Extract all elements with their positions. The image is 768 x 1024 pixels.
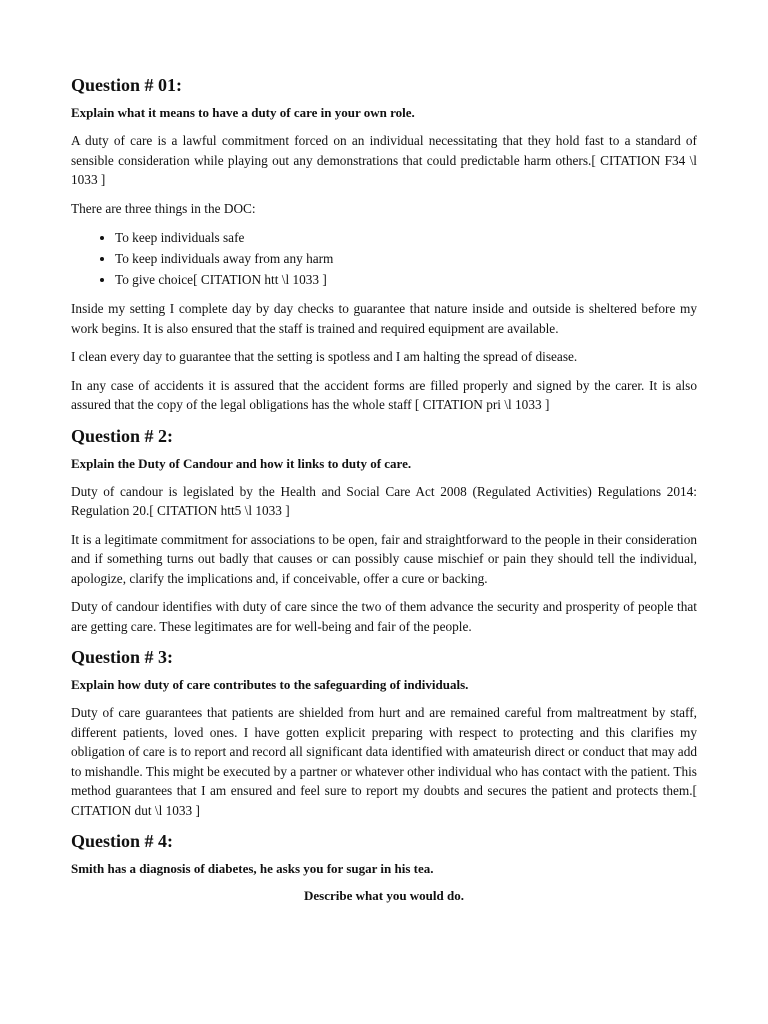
question-2-heading: Question # 2: xyxy=(71,425,174,446)
question-3-paragraph-1: Duty of care guarantees that patients are shielded from hurt and are remained careful from maltreatment by staff, different patients, loved ones. I have gotten explicit preparing with respect to protecting and this clarifies my obligation of care is to report and record all significant data identified with amateurish direct or conduct that may add to mishandle. This might be executed by a partner or whatever other individual who has contact with the patient. This method guarantees that I am ensured and feel sure to report my doubts and secures the patient and protects them.[ CITATION dut \l 1033 ] xyxy=(71,705,697,818)
question-4-prompt: Smith has a diagnosis of diabetes, he asks you for sugar in his tea. xyxy=(71,861,434,876)
question-1-paragraph-5: In any case of accidents it is assured that the accident forms are filled properly and signed by the carer. It is also assured that the copy of the legal obligations has the whole staff [ CITATION pri \l 1033 ] xyxy=(71,377,697,412)
question-1-paragraph-4: I clean every day to guarantee that the setting is spotless and I am halting the spread of disease. xyxy=(71,349,578,364)
question-1-section xyxy=(71,74,697,415)
question-1-paragraph-2: There are three things in the DOC: xyxy=(71,200,256,216)
question-4-subprompt: Describe what you would do. xyxy=(304,888,464,903)
list-item: • To keep individuals away from any harm xyxy=(115,248,697,269)
question-2-section xyxy=(71,425,697,637)
question-1-heading: Question # 01: xyxy=(71,75,183,95)
question-3-section xyxy=(71,646,697,820)
question-2-paragraph-2: It is a legitimate commitment for associations to be open, fair and straightforward to the people in their consideration and if something turns out badly that causes or can possibly cause mischief or pain they should tell the individual, apologize, clarify the implications and, if conceivable, offer a cure or backing. xyxy=(71,531,697,586)
question-4-heading: Question # 4: xyxy=(71,831,174,851)
question-2-paragraph-3: Duty of candour identifies with duty of care since the two of them advance the security and prosperity of people that are getting care. These legitimates are for well-being and fair of the people. xyxy=(71,599,697,634)
list-item: • To keep individuals safe xyxy=(115,227,697,248)
question-4-section xyxy=(71,830,697,904)
question-1-paragraph-1: A duty of care is a lawful commitment forced on an individual necessitating that they hold fast to a standard of sensible consideration while playing out any demonstrations that could predictable harm others.[ CITATION F34 \l 1033 ] xyxy=(71,133,697,187)
question-1-bullet-list xyxy=(71,227,697,290)
question-2-paragraph-1: Duty of candour is legislated by the Health and Social Care Act 2008 (Regulated Activities) Regulations 2014: Regulation 20.[ CITATION htt5 \l 1033 ] xyxy=(71,483,697,518)
question-3-heading: Question # 3: xyxy=(71,647,174,667)
list-item: • To give choice[ CITATION htt \l 1033 ] xyxy=(115,269,697,290)
question-2-prompt: Explain the Duty of Candour and how it links to duty of care. xyxy=(71,455,412,471)
question-1-prompt: Explain what it means to have a duty of care in your own role. xyxy=(71,105,415,120)
question-3-prompt: Explain how duty of care contributes to the safeguarding of individuals. xyxy=(71,677,469,692)
question-1-paragraph-3: Inside my setting I complete day by day checks to guarantee that nature inside and outside is sheltered before my work begins. It is also ensured that the staff is trained and required equipment are available. xyxy=(71,301,697,336)
